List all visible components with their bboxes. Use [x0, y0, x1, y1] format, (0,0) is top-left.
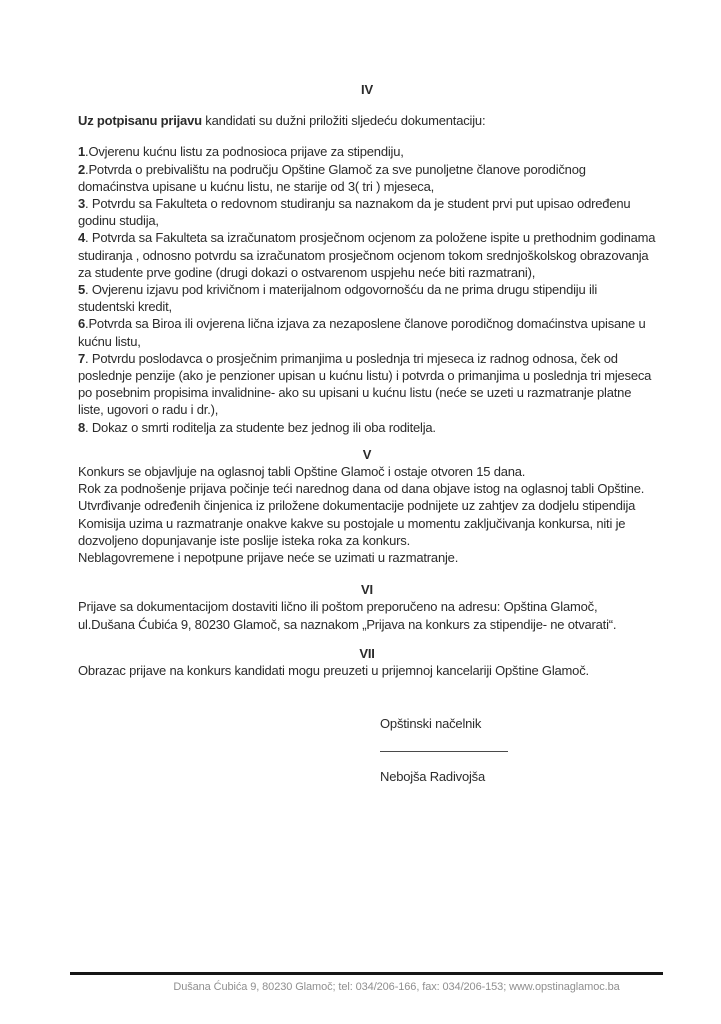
list-item-number: 3 [78, 196, 86, 212]
list-item-text: .Potvrda sa Biroa ili ovjerena lična izjava za nezaposlene članove porodičnog domaćinstva upisane u kućnu listu, [78, 316, 646, 349]
list-item-number: 6 [78, 316, 86, 332]
page-footer [70, 972, 663, 994]
signature-line [380, 751, 508, 752]
intro-paragraph [78, 112, 656, 129]
section-heading-v: V [362, 446, 372, 462]
list-item-text: . Ovjerenu izjavu pod krivičnom i materijalnom odgovornošću da ne prima drugu stipendiju ili studentski kredit, [78, 282, 598, 315]
paragraph-obrazac: Obrazac prijave na konkurs kandidati mogu preuzeti u prijemnoj kancelariji Opštine Glamoč. [78, 663, 589, 679]
list-item-number: 5 [78, 282, 86, 298]
document-content [78, 81, 656, 798]
list-item [78, 143, 656, 160]
paragraph-utvrdjivanje: Utvrđivanje određenih činjenica iz priložene dokumentacije podnijete uz zahtjev za dodjelu stipendija Komisija uzima u razmatranje onakve kakve su postojale u momentu zaključivanja konkursa, niti je dozvoljeno dopunjavanje iste poslije isteka roka za konkurs. [78, 498, 636, 548]
paragraph-prijave-adresa: Prijave sa dokumentacijom dostaviti lično ili poštom preporučeno na adresu: Opština Glamoč, ul.Dušana Ćubića 9, 80230 Glamoč, sa naznakom „Prijava na konkurs za stipendije- ne otvarati“. [78, 599, 617, 632]
intro-rest-text: kandidati su dužni priložiti sljedeću dokumentaciju: [205, 113, 486, 129]
list-item-text: .Potvrda o prebivalištu na području Opštine Glamoč za sve punoljetne članove porodičnog domaćinstva upisane u kućnu listu, ne starije od 3( tri ) mjeseca, [78, 161, 586, 194]
signature-title: Opštinski načelnik [380, 716, 482, 732]
footer-rule [70, 972, 663, 975]
list-item-number: 8 [78, 419, 86, 435]
required-documents-list [78, 143, 656, 435]
signature-block [380, 715, 656, 784]
intro-bold-lead: Uz potpisanu prijavu [78, 113, 202, 129]
paragraph-konkurs [78, 463, 656, 497]
footer-contact-text: Dušana Ćubića 9, 80230 Glamoč; tel: 034/206-166, fax: 034/206-153; www.opstinaglamoc.ba [173, 981, 620, 993]
list-item-number: 2 [78, 161, 86, 177]
list-item [78, 315, 656, 349]
list-item [78, 350, 656, 419]
section-heading-vi: VI [361, 582, 373, 598]
list-item [78, 281, 656, 315]
list-item-number: 4 [78, 230, 86, 246]
list-item-number: 1 [78, 144, 86, 160]
section-heading-vii: VII [359, 645, 375, 661]
signature-name: Nebojša Radivojša [380, 768, 485, 784]
section-heading-iv: IV [361, 82, 373, 97]
list-item [78, 195, 656, 229]
list-item-text: .Ovjerenu kućnu listu za podnosioca prijave za stipendiju, [85, 144, 404, 160]
list-item-text: . Potvrda sa Fakulteta sa izračunatom prosječnom ocjenom za položene ispite u prethodnim godinama studiranja , odnosno potvrdu sa izračunatom prosječnom ocjenom tokom srednjoškolskog obrazovanja za studente prve godine (drugi dokazi o ostvarenom uspjehu neće biti razmatrani), [78, 230, 656, 280]
paragraph-line: Rok za podnošenje prijava počinje teći narednog dana od dana objave istog na oglasnoj tabli Opštine. [78, 481, 645, 497]
list-item-text: . Dokaz o smrti roditelja za studente bez jednog ili oba roditelja. [85, 419, 436, 435]
list-item [78, 161, 656, 195]
list-item [78, 419, 656, 436]
list-item-text: . Potvrdu poslodavca o prosječnim primanjima u poslednja tri mjeseca iz radnog odnosa, ček od poslednje penzije (ako je penzioner upisan u kućnu listu) i potvrda o primanjima u poslednja tri mjeseca po posebnim propisima invalidnine- ako su upisani u kućnu listu (neće se uzeti u razmatranje platne liste, ugovori o radu i dr.), [78, 350, 652, 418]
list-item-number: 7 [78, 350, 86, 366]
paragraph-neblagovremene: Neblagovremene i nepotpune prijave neće se uzimati u razmatranje. [78, 550, 459, 566]
paragraph-line: Konkurs se objavljuje na oglasnoj tabli Opštine Glamoč i ostaje otvoren 15 dana. [78, 464, 526, 480]
list-item-text: . Potvrdu sa Fakulteta o redovnom studiranju sa naznakom da je student prvi put upisao određenu godinu studija, [78, 196, 631, 229]
list-item [78, 229, 656, 281]
